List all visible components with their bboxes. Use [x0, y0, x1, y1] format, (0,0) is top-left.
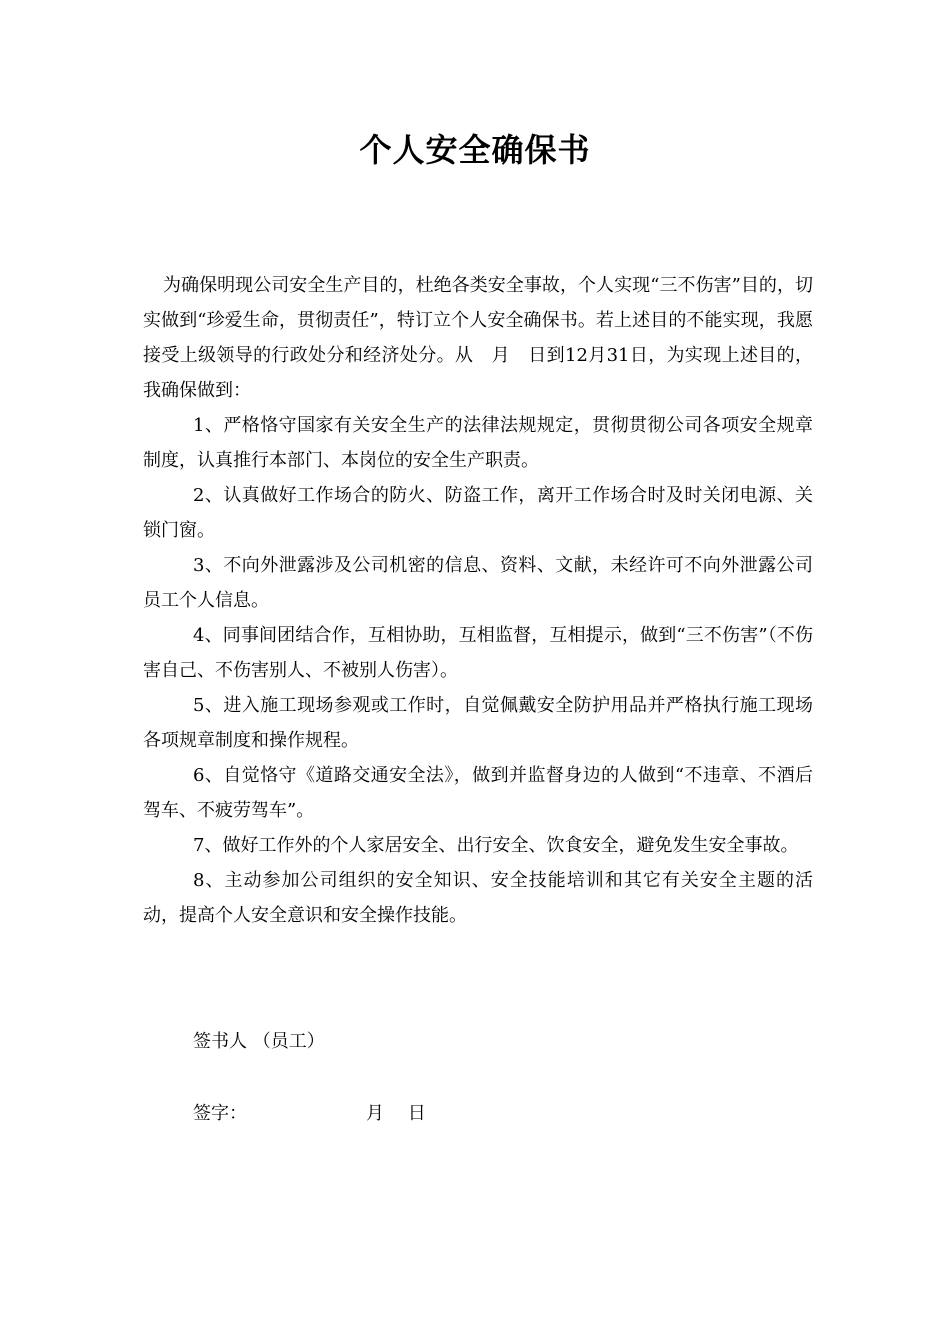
- pledge-item-3: 3、不向外泄露涉及公司机密的信息、资料、文献，未经许可不向外泄露公司员工个人信息。: [143, 555, 813, 611]
- signer-label: 签书人 （员工）: [193, 1031, 325, 1052]
- pledge-item-2: 2、认真做好工作场合的防火、防盗工作，离开工作场合时及时关闭电源、关锁门窗。: [143, 485, 813, 541]
- pledge-item-8: 8、主动参加公司组织的安全知识、安全技能培训和其它有关安全主题的活动，提高个人安全意识和安全操作技能。: [143, 870, 813, 926]
- document-title: 个人安全确保书: [359, 131, 591, 169]
- pledge-item-4: 4、同事间团结合作，互相协助，互相监督，互相提示，做到“三不伤害”（不伤害自己、不伤害别人、不被别人伤害）。: [143, 625, 813, 681]
- signature-label: 签字：: [193, 1103, 247, 1124]
- signature-date: 月 日: [366, 1103, 426, 1124]
- document-body: [143, 268, 813, 933]
- intro-paragraph: 为确保明现公司安全生产目的，杜绝各类安全事故，个人实现“三不伤害”目的，切实做到“珍爱生命，贯彻责任”，特订立个人安全确保书。若上述目的不能实现，我愿接受上级领导的行政处分和经济处分。从 月 日到12月31日，为实现上述目的，我确保做到：: [143, 275, 813, 401]
- pledge-item-6: 6、自觉恪守《道路交通安全法》，做到并监督身边的人做到“不违章、不酒后驾车、不疲劳驾车”。: [143, 765, 813, 821]
- pledge-item-7: 7、做好工作外的个人家居安全、出行安全、饮食安全，避免发生安全事故。: [193, 835, 799, 856]
- pledge-item-1: 1、严格恪守国家有关安全生产的法律法规规定，贯彻贯彻公司各项安全规章制度，认真推行本部门、本岗位的安全生产职责。: [143, 415, 813, 471]
- pledge-item-5: 5、进入施工现场参观或工作时，自觉佩戴安全防护用品并严格执行施工现场各项规章制度和操作规程。: [143, 695, 813, 751]
